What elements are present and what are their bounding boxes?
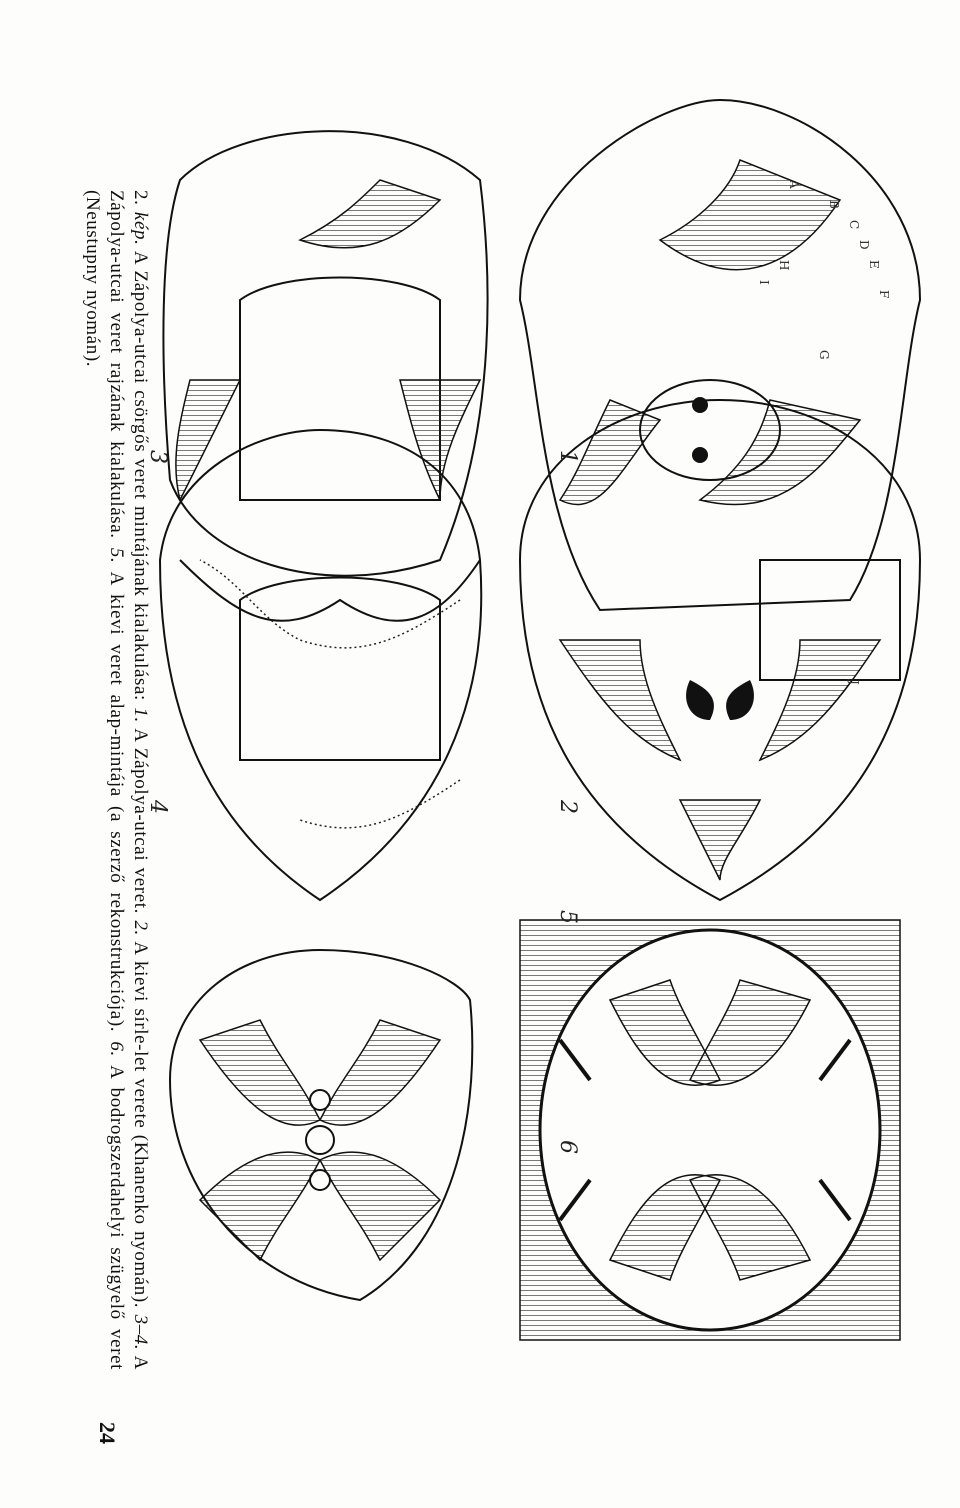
letter-c: C [847, 220, 861, 230]
caption-num-2: 2. [130, 920, 151, 936]
caption-num-1: 1. [130, 707, 151, 723]
figure-number-5: 5 [555, 910, 580, 924]
figure-caption [80, 190, 152, 1370]
letter-a: A [787, 180, 801, 189]
figure-number-4: 4 [145, 800, 170, 814]
figure-6-drawing [170, 950, 472, 1300]
letter-e: E [867, 260, 881, 269]
letter-f: F [877, 290, 891, 299]
caption-text-3: A kievi sírle-let verete (Khanenko nyomán). [130, 935, 151, 1315]
figure-number-2: 2 [555, 800, 580, 814]
figure-number-3: 3 [145, 450, 170, 464]
caption-text-2: A Zápolya-utcai veret. [130, 722, 151, 921]
letter-d: D [857, 240, 871, 250]
figure-number-6: 6 [555, 1140, 580, 1154]
letter-i: I [757, 280, 771, 285]
figure-5-drawing [520, 920, 900, 1340]
caption-lead-number: 2. [130, 190, 151, 206]
caption-num-3-4: 3–4. [130, 1314, 151, 1351]
letter-g: G [817, 350, 831, 360]
figure-number-1: 1 [555, 450, 580, 464]
caption-text-5: A kievi veret alap-mintája (a szerző rekonstrukciója). [106, 563, 127, 1042]
caption-text-1: A Zápolya-utcai csörgős veret mintájának kialakulása: [130, 245, 151, 708]
caption-lead-kep: kép. [130, 211, 151, 246]
caption-text-6: A bodrogszerdahelyi szügyelő veret (Neustupny nyomán). [82, 190, 127, 1370]
caption-num-5: 5. [106, 547, 127, 564]
figure-3-drawing [163, 131, 487, 576]
page-number: 24 [95, 1422, 120, 1444]
letter-b: B [827, 200, 841, 209]
letter-j: J [847, 680, 861, 685]
caption-num-6: 6. [106, 1041, 127, 1057]
caption-text-4: A Zápolya-utcai veret rajzának kialakulása. [106, 190, 151, 1370]
figure-1-drawing [520, 100, 920, 680]
letter-h: H [777, 260, 791, 271]
